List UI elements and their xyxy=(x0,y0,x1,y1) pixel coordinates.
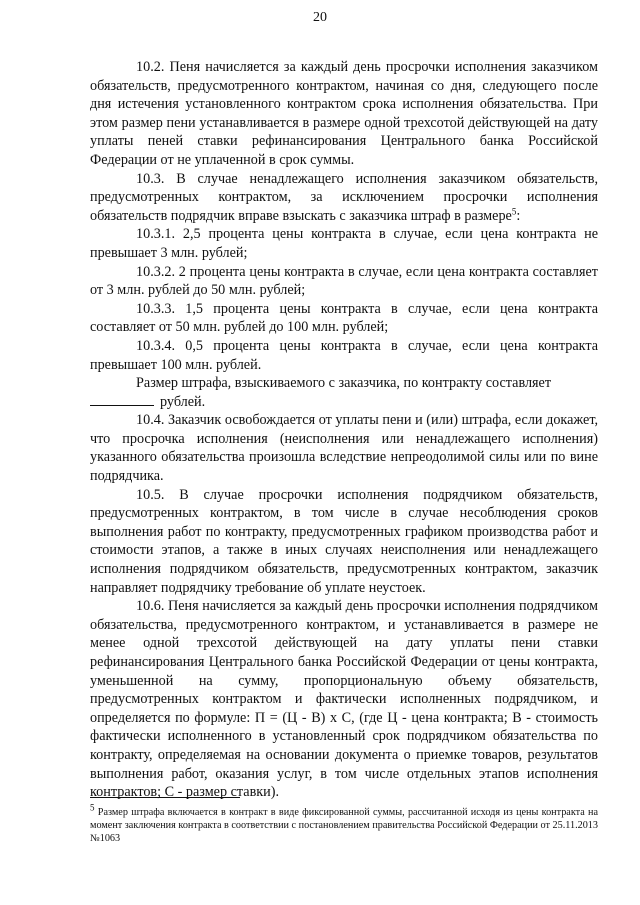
paragraph-10-2: 10.2. Пеня начисляется за каждый день просрочки исполнения заказчиком обязательств, предусмотренного контрактом, начиная со дня, следующего после дня истечения установленного контрактом срока исполнения обязательства. При этом размер пени устанавливается в размере одной трехсотой действующей на дату уплаты пеней ставки рефинансирования Центрального банка Российской Федерации от не уплаченной в срок суммы. xyxy=(90,59,598,168)
paragraph-10-3-text: 10.3. В случае ненадлежащего исполнения заказчиком обязательств, предусмотренных контрактом, за исключением просрочки исполнения обязательств подрядчик вправе взыскать с заказчика штраф в размере xyxy=(90,170,598,224)
footnote-marker: 5 xyxy=(90,802,95,813)
paragraph-10-3-2: 10.3.2. 2 процента цены контракта в случае, если цена контракта составляет от 3 млн. рублей до 50 млн. рублей; xyxy=(90,263,598,299)
footnote xyxy=(90,802,598,845)
paragraph-10-3-3: 10.3.3. 1,5 процента цены контракта в случае, если цена контракта составляет от 50 млн. рублей до 100 млн. рублей; xyxy=(90,300,598,336)
paragraph-10-4: 10.4. Заказчик освобождается от уплаты пени и (или) штрафа, если докажет, что просрочка исполнения (неисполнения или ненадлежащего исполнения) указанного обязательства произошла вследствие непреодолимой силы или по вине подрядчика. xyxy=(90,412,598,485)
paragraph-10-3 xyxy=(90,170,598,226)
page-number: 20 xyxy=(313,10,327,25)
footnote-reference: 5 xyxy=(511,206,517,217)
paragraph-10-3-4: 10.3.4. 0,5 процента цены контракта в случае, если цена контракта превышает 100 млн. рублей. xyxy=(90,337,598,373)
fine-amount-unit: рублей. xyxy=(160,393,206,410)
paragraph-10-3-1: 10.3.1. 2,5 процента цены контракта в случае, если цена контракта не превышает 3 млн. рублей; xyxy=(90,226,598,261)
footnote-text: Размер штрафа включается в контракт в виде фиксированной суммы, рассчитанной исходя из цены контракта на момент заключения контракта в соответствии с постановлением правительства Российской Федерации от 25.11.2013 №1063 xyxy=(90,807,598,844)
fine-amount-line: Размер штрафа, взыскиваемого с заказчика, по контракту составляет xyxy=(136,375,552,392)
paragraph-10-3-colon: : xyxy=(516,207,521,224)
fine-amount-blank-row xyxy=(90,393,598,412)
paragraph-10-5: 10.5. В случае просрочки исполнения подрядчиком обязательств, предусмотренных контрактом, в том числе в случае несоблюдения сроков выполнения работ по контракту, предусмотренных графиком производства работ и стоимости этапов, а также в иных случаях неисполнения или ненадлежащего исполнения подрядчиком обязательств, предусмотренных контрактом, заказчик направляет подрядчику требование об уплате неустоек. xyxy=(90,486,598,596)
paragraph-10-6: 10.6. Пеня начисляется за каждый день просрочки исполнения подрядчиком обязательства, предусмотренного контрактом, и устанавливается в размере не менее одной трехсотой действующей на дату уплаты пени ставки рефинансирования Центрального банка Российской Федерации от цены контракта, уменьшенной на сумму, пропорциональную объему обязательств, предусмотренных контрактом и фактически исполненных подрядчиком, и определяется по формуле: П = (Ц - В) х С, (где Ц - цена контракта; В - стоимость фактически исполненного в установленный срок подрядчиком обязательства по контракту, определяемая на основании документа о приемке товаров, результатов выполнения работ, оказания услуг, в том числе отдельных этапов исполнения контрактов; С - размер ставки). xyxy=(90,598,598,801)
document-body xyxy=(90,58,598,802)
footnote-divider xyxy=(90,797,240,798)
fine-amount-blank xyxy=(90,393,154,406)
